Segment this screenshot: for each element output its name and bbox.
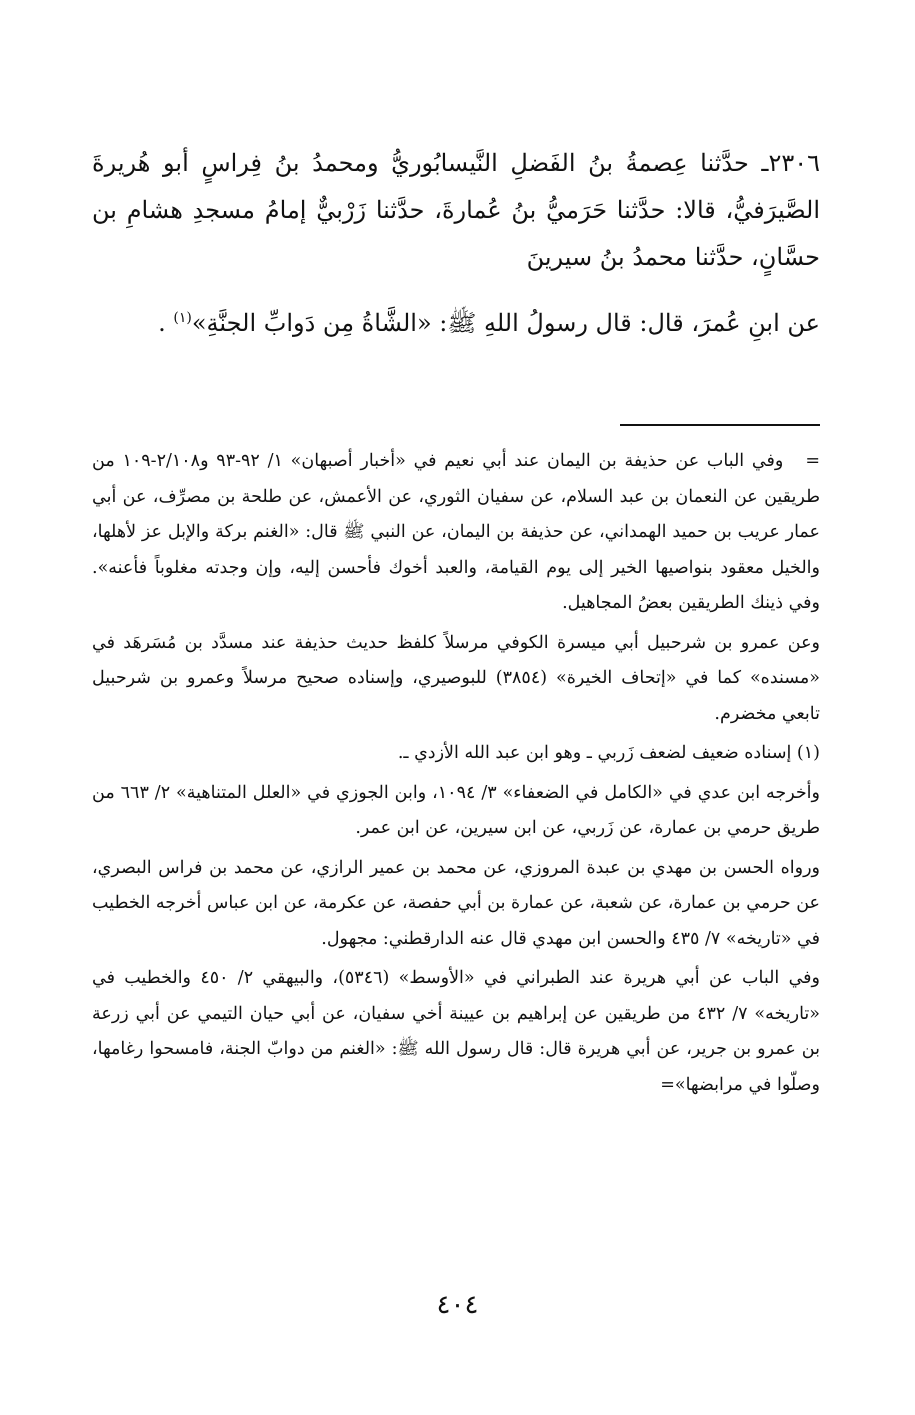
footnote-marker: (١)	[173, 310, 192, 326]
footnote-paragraph	[92, 444, 820, 622]
footnote-paragraph: (١) إسناده ضعيف لضعف زَربي ـ وهو ابن عبد الله الأزدي ـ.	[397, 743, 820, 763]
footnote-paragraph: ورواه الحسن بن مهدي بن عبدة المروزي، عن محمد بن عمير الرازي، عن محمد بن فراس البصري، عن حرمي بن عمارة، عن شعبة، عن عمارة بن أبي حفصة، عن عكرمة، عن ابن عباس أخرجه الخطيب في «تاريخه» ٧/ ٤٣٥ والحسن ابن مهدي قال عنه الدارقطني: مجهول.	[92, 857, 820, 949]
footnote-paragraph: وعن عمرو بن شرحبيل أبي ميسرة الكوفي مرسلاً كلفظ حديث حذيفة عند مسدَّد بن مُسَرهَد في «مسنده» كما في «إتحاف الخيرة» (٣٨٥٤) للبوصيري، وإسناده صحيح مرسلاً وعمرو بن شرحبيل تابعي مخضرم.	[92, 632, 820, 724]
footnote-paragraph-text: وفي الباب عن حذيفة بن اليمان عند أبي نعيم في «أخبار أصبهان» ١/ ٩٢-٩٣ و٢/١٠٨-١٠٩ من طريقين عن النعمان بن عبد السلام، عن سفيان الثوري، عن الأعمش، عن طلحة بن مصرِّف، عن أبي عمار عريب بن حميد الهمداني، عن حذيفة بن اليمان، عن النبي ﷺ قال: «الغنم بركة والإبل عز لأهلها، والخيل معقود بنواصيها الخير إلى يوم القيامة، والعبد أخوك فأحسن إليه، وإن وجدته مغلوباً فأعنه». وفي ذينك الطريقين بعضُ المجاهيل.	[92, 451, 820, 613]
footnote-separator-rule	[620, 424, 820, 426]
end-punctuation: .	[158, 309, 166, 337]
continuation-mark: =	[805, 451, 820, 471]
footnote-paragraph: وفي الباب عن أبي هريرة عند الطبراني في «الأوسط» (٥٣٤٦)، والبيهقي ٢/ ٤٥٠ والخطيب في «تاريخه» ٧/ ٤٣٢ من طريقين عن إبراهيم بن عيينة أخي سفيان، عن أبي حيان التيمي عن أبي زرعة بن عمرو بن جرير، عن أبي هريرة قال: قال رسول الله ﷺ: «الغنم من دوابّ الجنة، فامسحوا رغامها، وصلّوا في مرابضها»=	[92, 968, 820, 1095]
page-number: ٤٠٤	[436, 1290, 479, 1320]
hadith-number: ٢٣٠٦	[768, 149, 820, 177]
hadith-chain-paragraph	[92, 140, 820, 281]
footnote-paragraph: وأخرجه ابن عدي في «الكامل في الضعفاء» ٣/ ١٠٩٤، وابن الجوزي في «العلل المتناهية» ٢/ ٦٦٣ من طريق حرمي بن عمارة، عن زَربي، عن ابن سيرين، عن ابن عمر.	[92, 782, 820, 838]
main-text-block	[92, 140, 820, 347]
hadith-matn-text: عن ابنِ عُمرَ، قال: قال رسولُ اللهِ ﷺ: «الشَّاةُ مِن دَوابِّ الجنَّةِ»	[191, 309, 820, 337]
hadith-chain-text: ـ حدَّثنا عِصمةُ بنُ الفَضلِ النَّيسابُوريُّ ومحمدُ بنُ فِراسٍ أبو هُريرةَ الصَّيرَفيُّ، قالا: حدَّثنا حَرَميُّ بنُ عُمارةَ، حدَّثنا زَرْبيٌّ إمامُ مسجدِ هشامِ بن حسَّانٍ، حدَّثنا محمدُ بنُ سيرينَ	[92, 149, 820, 271]
footnotes-block	[92, 444, 820, 1107]
hadith-matn-paragraph	[92, 295, 820, 347]
